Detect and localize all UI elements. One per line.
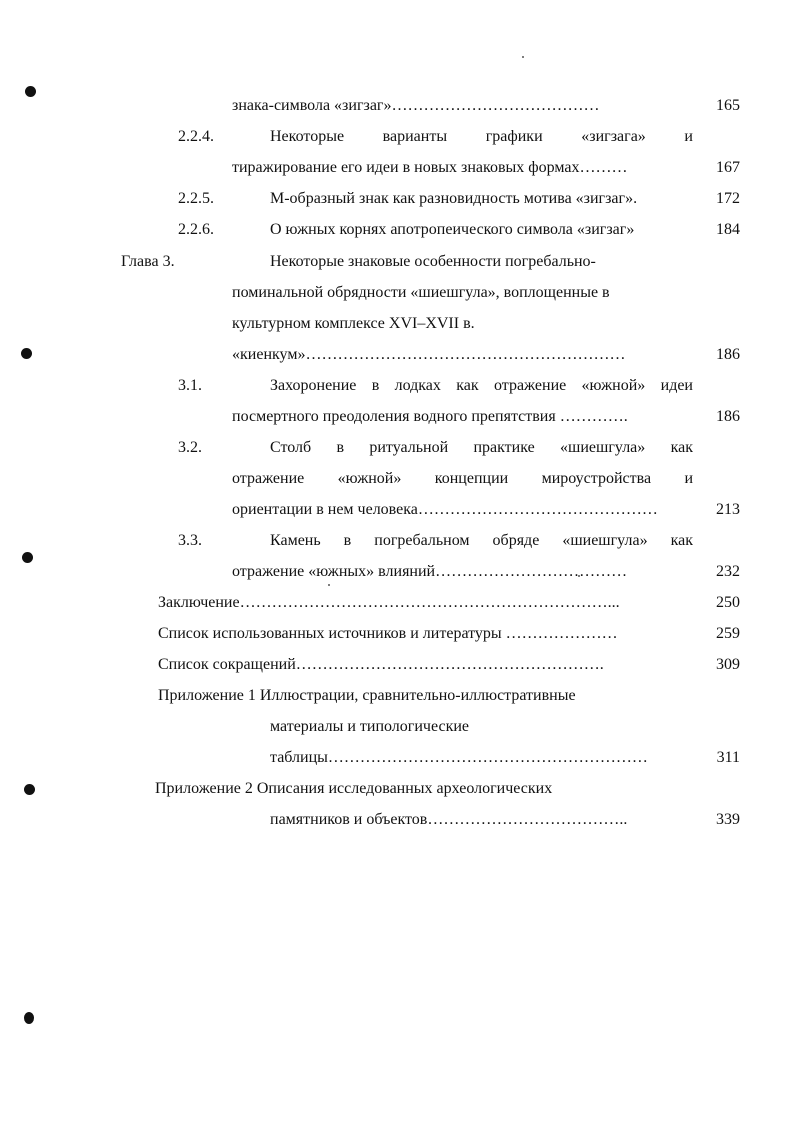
toc-section-number: 3.1. bbox=[178, 377, 202, 394]
toc-entry-title-line: памятников и объектов……………………………….. bbox=[270, 811, 628, 828]
toc-entry-title-line: культурном комплексе XVI–XVII в. bbox=[232, 315, 475, 332]
toc-section-number: 2.2.5. bbox=[178, 190, 214, 207]
toc-entry-title-line: Некоторые варианты графики «зигзага» и bbox=[270, 128, 693, 145]
toc-entry-title-line: М-образный знак как разновидность мотива «зигзаг». bbox=[270, 190, 638, 207]
toc-entry-title-line: ориентации в нем человека……………………………………… bbox=[232, 501, 658, 518]
toc-section-number: 3.2. bbox=[178, 439, 202, 456]
toc-entry-title-line: Список использованных источников и литературы ………………… bbox=[158, 625, 618, 642]
toc-page-number: 184 bbox=[716, 221, 740, 238]
toc-entry-title-line: знака-символа «зигзаг»………………………………… bbox=[232, 97, 600, 114]
toc-page-number: 165 bbox=[716, 97, 740, 114]
toc-entry-title-line: О южных корнях апотропеического символа «зигзаг» bbox=[270, 221, 635, 238]
toc-chapter-number: Глава 3. bbox=[121, 253, 175, 270]
scan-speck bbox=[522, 56, 524, 58]
toc-entry-title-line: отражение «южной» концепции мироустройства и bbox=[232, 470, 693, 487]
toc-entry-title-line: Список сокращений…………………………………………………. bbox=[158, 656, 604, 673]
toc-entry-title-line: таблицы…………………………………………………… bbox=[270, 749, 648, 766]
scan-speck bbox=[328, 584, 330, 586]
toc-entry-title-line: поминальной обрядности «шиешгула», воплощенные в bbox=[232, 284, 610, 301]
toc-entry-title-line: Столб в ритуальной практике «шиешгула» как bbox=[270, 439, 693, 456]
toc-entry-title-line: посмертного преодоления водного препятствия …………. bbox=[232, 408, 628, 425]
toc-entry-title-line: Заключение……………………………………………………………... bbox=[158, 594, 620, 611]
toc-entry-title-line: «киенкум»…………………………………………………… bbox=[232, 346, 626, 363]
toc-entry-title-line: отражение «южных» влияний……………………………… bbox=[232, 563, 628, 580]
toc-page-number: 186 bbox=[716, 408, 740, 425]
toc-section-number: 2.2.4. bbox=[178, 128, 214, 145]
binder-hole-mark bbox=[24, 1012, 34, 1024]
toc-entry-title-line: Некоторые знаковые особенности погребально- bbox=[270, 253, 596, 270]
toc-section-number: 2.2.6. bbox=[178, 221, 214, 238]
binder-hole-mark bbox=[22, 552, 33, 563]
binder-hole-mark bbox=[21, 348, 32, 359]
binder-hole-mark bbox=[24, 784, 35, 795]
toc-page-number: 259 bbox=[716, 625, 740, 642]
toc-page-number: 339 bbox=[716, 811, 740, 828]
toc-entry-title-line: материалы и типологические bbox=[270, 718, 469, 735]
toc-entry-title-line: Приложение 1 Иллюстрации, сравнительно-иллюстративные bbox=[158, 687, 576, 704]
toc-entry-title-line: Камень в погребальном обряде «шиешгула» как bbox=[270, 532, 693, 549]
toc-entry-title-line: Приложение 2 Описания исследованных археологических bbox=[155, 780, 553, 797]
binder-hole-mark bbox=[25, 86, 36, 97]
toc-page-number: 172 bbox=[716, 190, 740, 207]
toc-page-number: 167 bbox=[716, 159, 740, 176]
toc-page-number: 213 bbox=[716, 501, 740, 518]
toc-section-number: 3.3. bbox=[178, 532, 202, 549]
toc-page-number: 311 bbox=[716, 749, 740, 766]
toc-page-number: 309 bbox=[716, 656, 740, 673]
toc-entry-title-line: Захоронение в лодках как отражение «южной» идеи bbox=[270, 377, 693, 394]
toc-page-number: 232 bbox=[716, 563, 740, 580]
toc-page-number: 250 bbox=[716, 594, 740, 611]
toc-entry-title-line: тиражирование его идеи в новых знаковых формах……… bbox=[232, 159, 628, 176]
toc-page-number: 186 bbox=[716, 346, 740, 363]
